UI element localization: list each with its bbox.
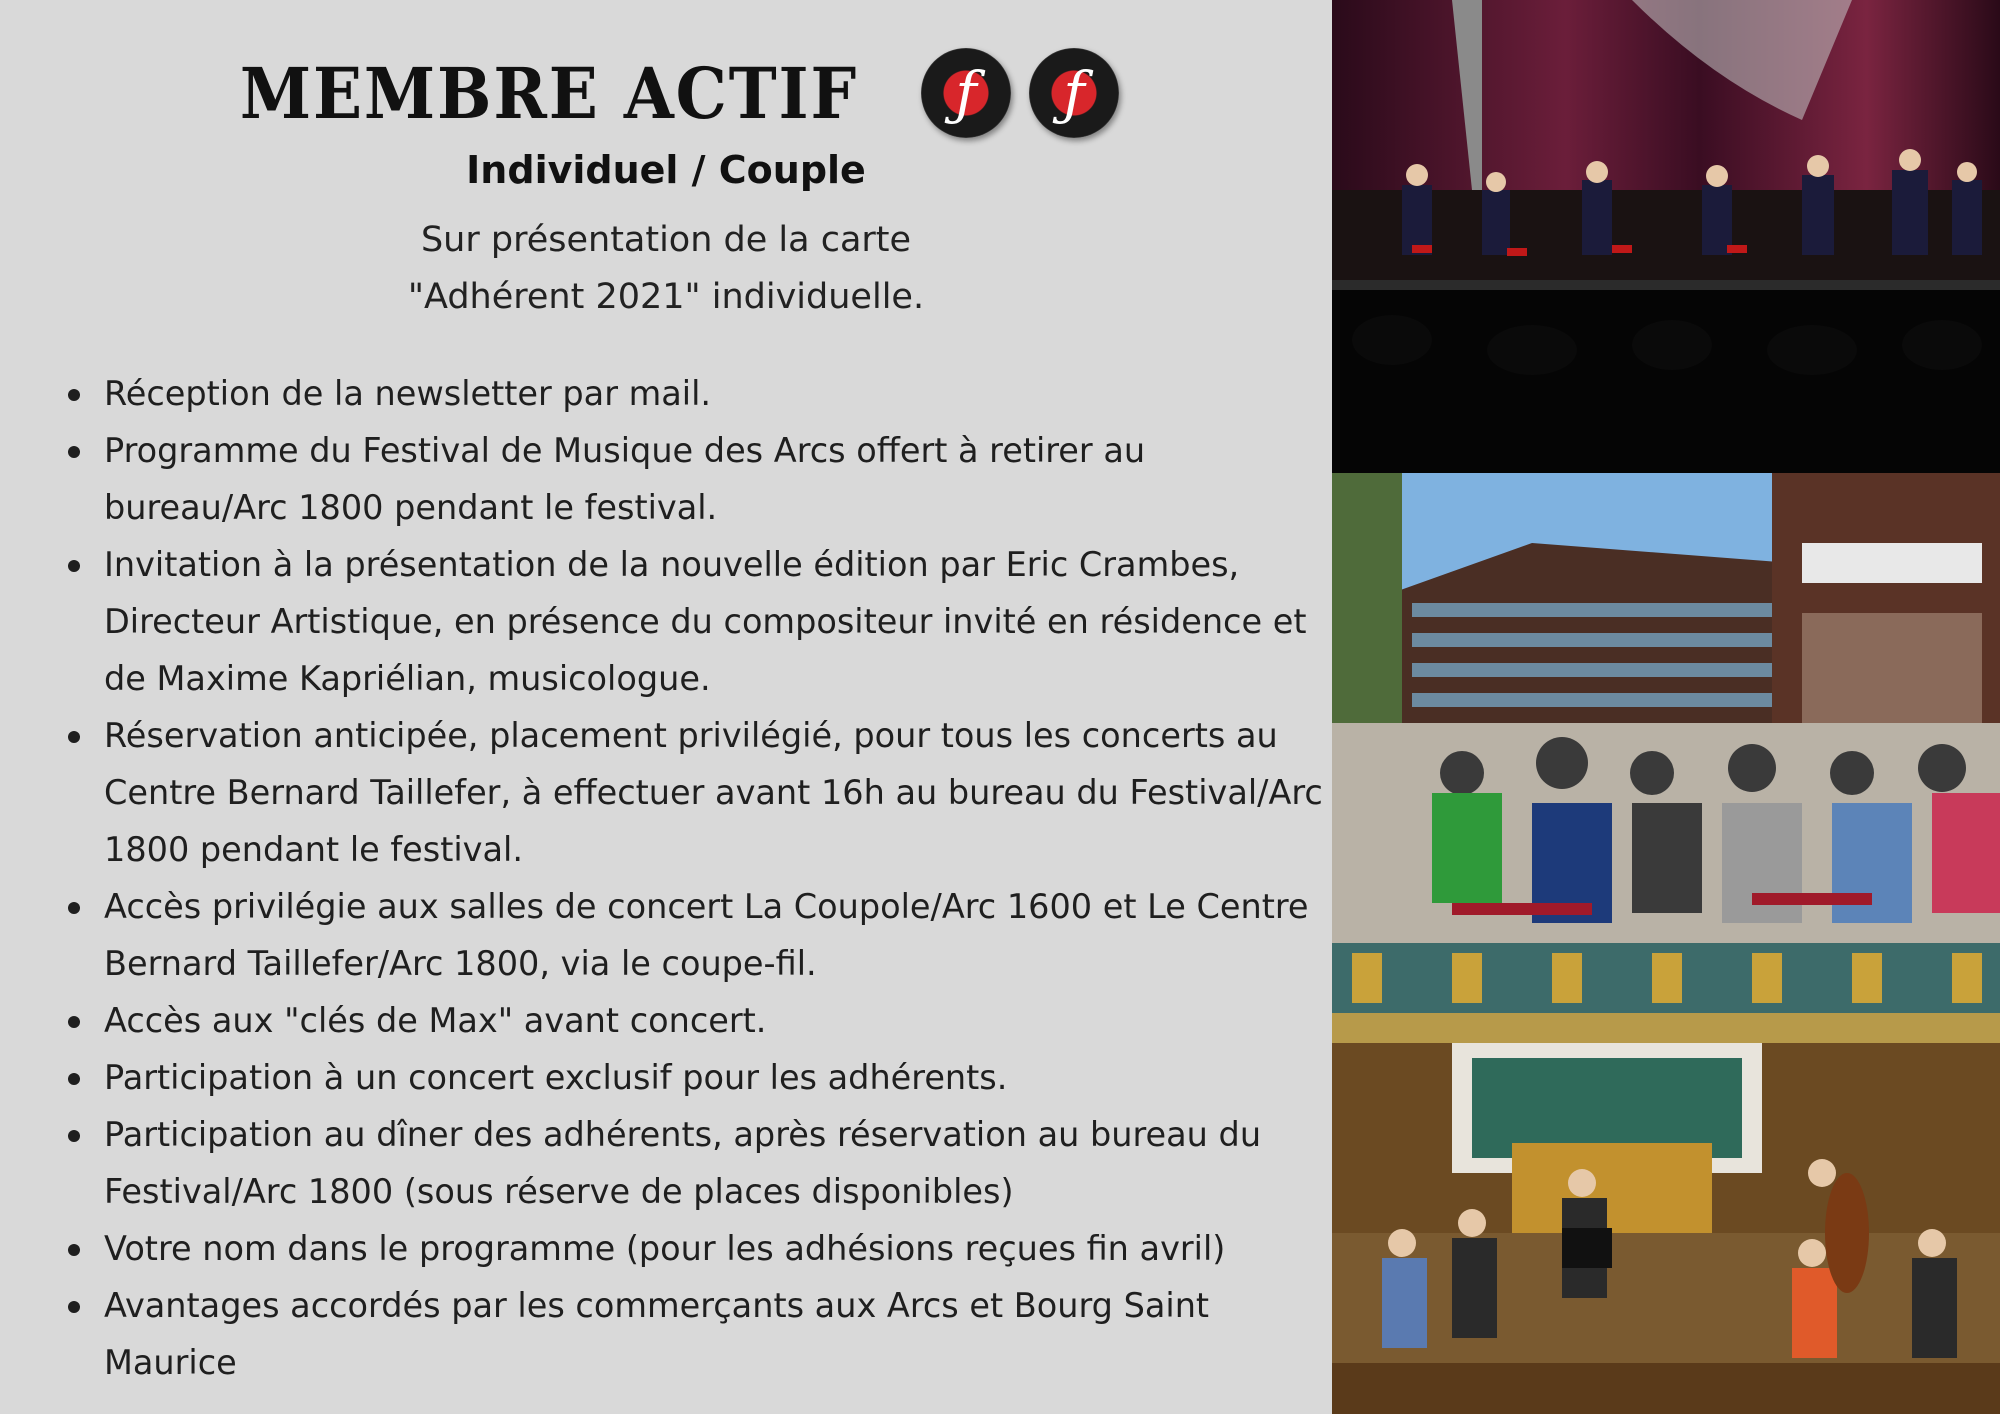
membership-type: Individuel / Couple [466, 148, 866, 192]
condition-line: Sur présentation de la carte [420, 220, 912, 260]
benefit-item: Réception de la newsletter par mail. [58, 365, 1328, 422]
outdoor-audience-photo [1332, 473, 2000, 943]
membership-condition [0, 212, 1332, 326]
benefit-item: Avantages accordés par les commerçants aux Arcs et Bourg Saint Maurice [58, 1277, 1328, 1391]
chapel-ensemble-photo [1332, 943, 2000, 1414]
page-title: MEMBRE ACTIF [239, 51, 859, 135]
benefit-item: Accès aux "clés de Max" avant concert. [58, 992, 1328, 1049]
orchestra-stage-photo [1332, 0, 2000, 473]
benefit-item: Votre nom dans le programme (pour les adhésions reçues fin avril) [58, 1220, 1328, 1277]
f-glyph: ƒ [1063, 59, 1085, 127]
festival-logo-icon [921, 48, 1011, 138]
benefit-item: Programme du Festival de Musique des Arcs offert à retirer au bureau/Arc 1800 pendant le festival. [58, 422, 1328, 536]
festival-logo-icon [1029, 48, 1119, 138]
benefits-list [58, 365, 1328, 1391]
logo-group [921, 48, 1119, 138]
title-row [0, 48, 1332, 138]
benefit-item: Participation à un concert exclusif pour les adhérents. [58, 1049, 1328, 1106]
benefit-item: Participation au dîner des adhérents, après réservation au bureau du Festival/Arc 1800 (sous réserve de places disponibles) [58, 1106, 1328, 1220]
condition-line: "Adhérent 2021" individuelle. [407, 277, 925, 317]
benefit-item: Réservation anticipée, placement privilégié, pour tous les concerts au Centre Bernard Taillefer, à effectuer avant 16h au bureau du Festival/Arc 1800 pendant le festival. [58, 707, 1328, 878]
benefit-item: Accès privilégie aux salles de concert La Coupole/Arc 1600 et Le Centre Bernard Taillefer/Arc 1800, via le coupe-fil. [58, 878, 1328, 992]
benefit-item: Invitation à la présentation de la nouvelle édition par Eric Crambes, Directeur Artistique, en présence du compositeur invité en résidence et de Maxime Kapriélian, musicologue. [58, 536, 1328, 707]
f-glyph: ƒ [955, 59, 977, 127]
